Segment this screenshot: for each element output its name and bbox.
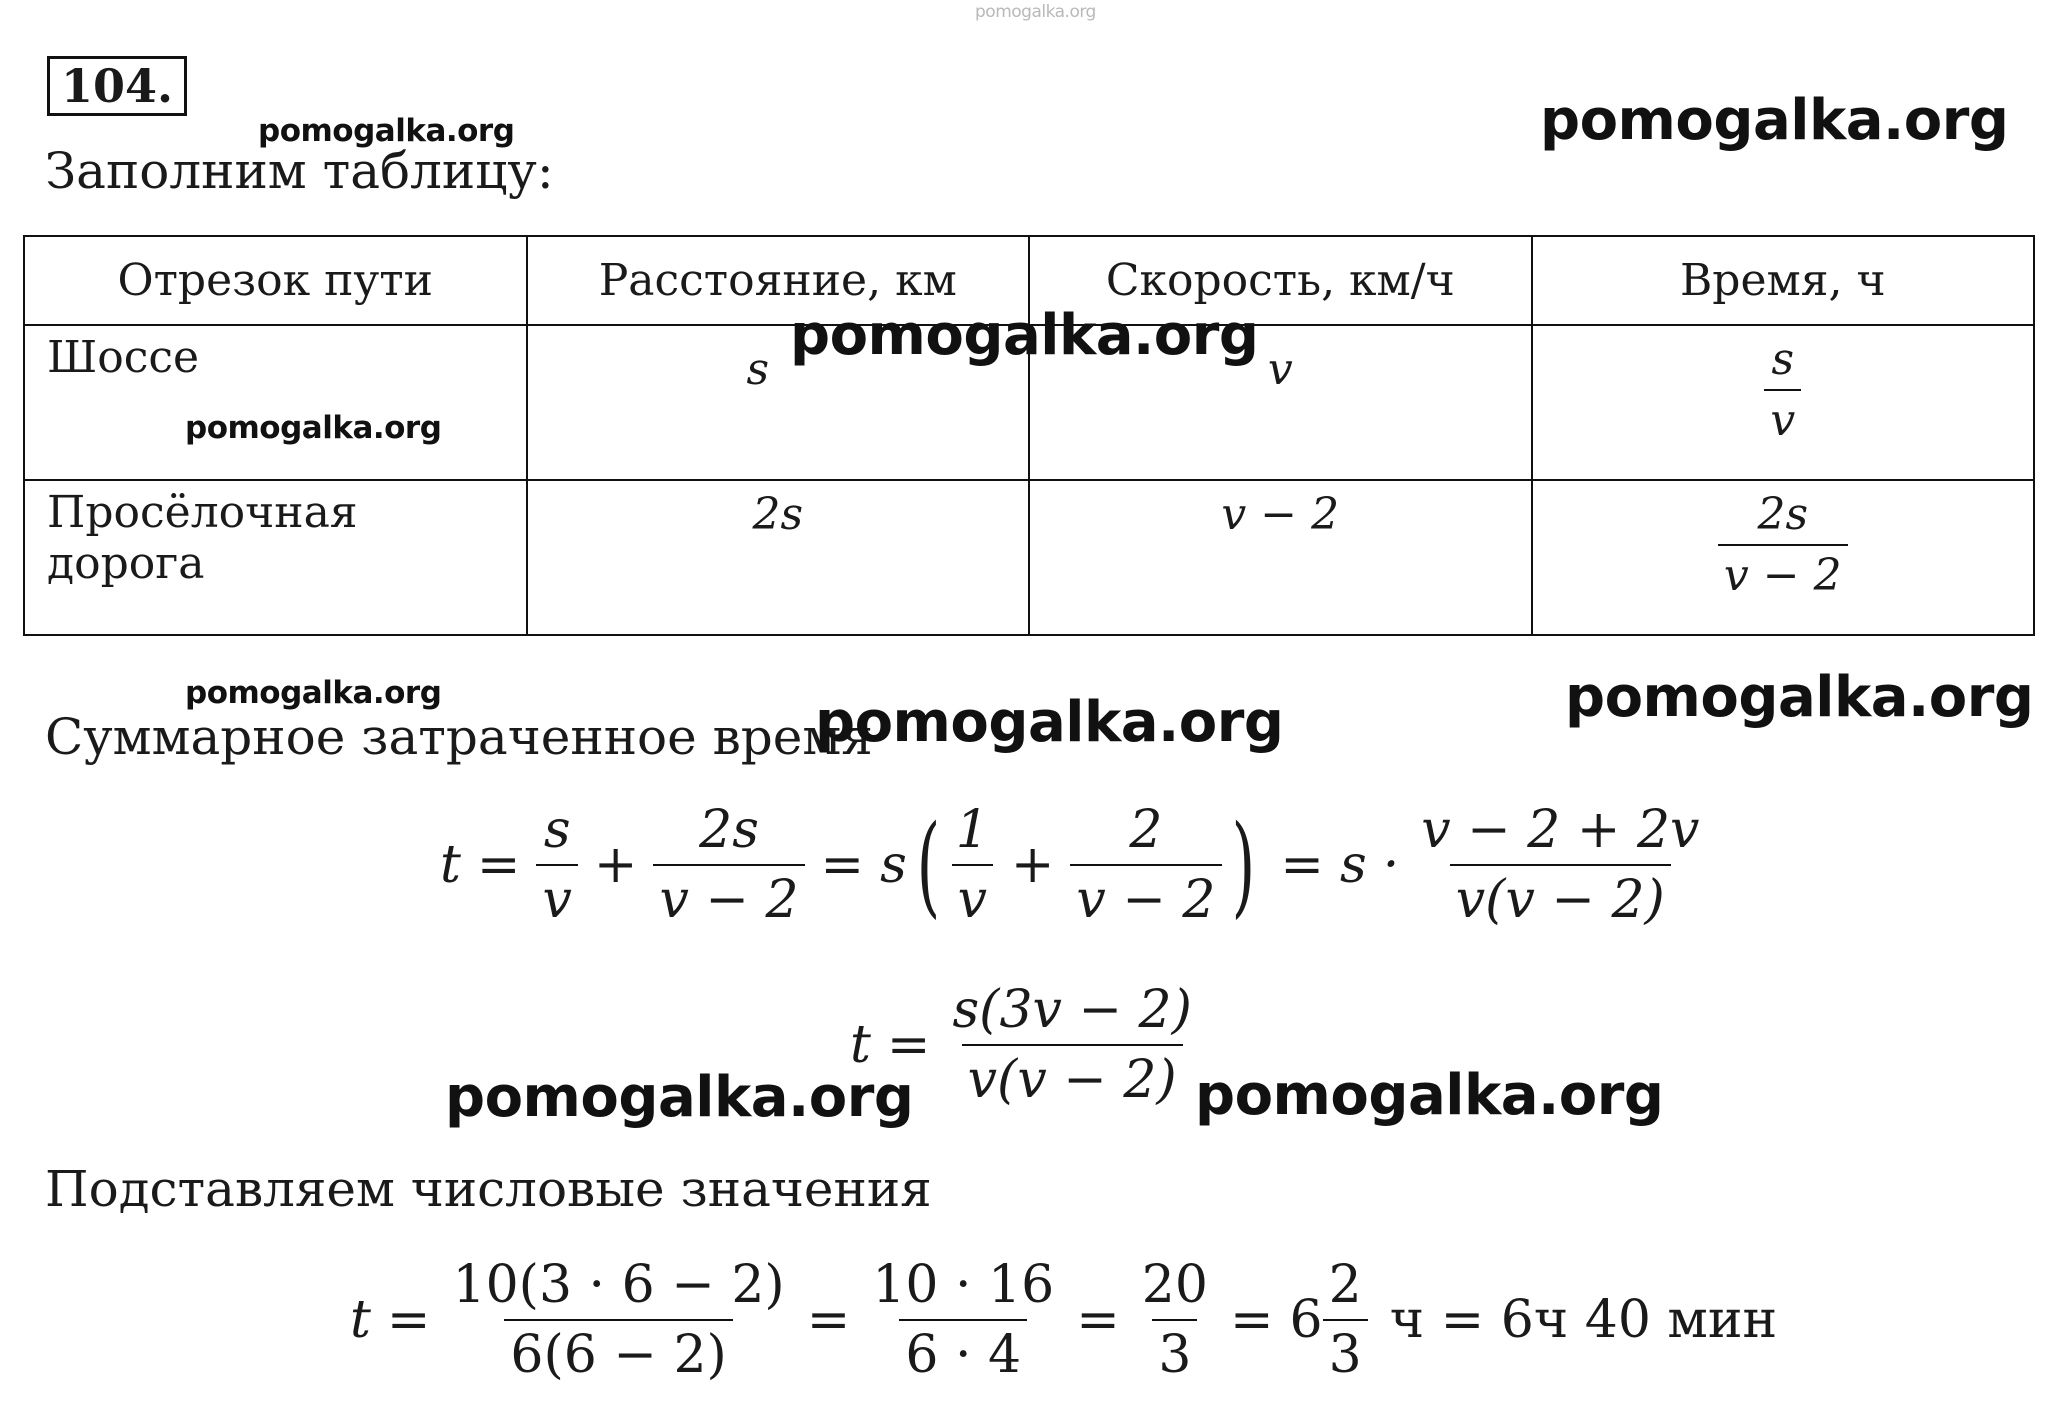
fraction: [446, 1255, 790, 1385]
fraction-denominator: 6 · 4: [899, 1319, 1027, 1385]
fraction-numerator: s: [543, 800, 571, 860]
fraction: [1136, 1255, 1214, 1385]
equals-sign: =: [1280, 835, 1324, 895]
cell-speed: v − 2: [1029, 480, 1532, 635]
watermark: pomogalka.org: [975, 2, 1096, 22]
fraction-denominator: v: [536, 864, 577, 930]
cell-distance: 2s: [527, 480, 1030, 635]
fraction-numerator: 2s: [699, 800, 759, 860]
fraction-denominator: v − 2: [653, 864, 804, 930]
cell-speed: v: [1029, 325, 1532, 480]
header-time: Время, ч: [1532, 236, 2035, 325]
problem-number: 104.: [47, 56, 187, 116]
fraction: [946, 980, 1197, 1110]
watermark: pomogalka.org: [1195, 1063, 1664, 1128]
watermark: pomogalka.org: [445, 1065, 914, 1130]
fraction-denominator: v(v − 2): [962, 1044, 1183, 1110]
fraction-numerator: 2s: [1757, 489, 1809, 540]
distance-value: s: [746, 344, 770, 395]
plus-sign: +: [593, 835, 638, 895]
fraction-numerator: 1: [955, 800, 989, 860]
equals-sign: =: [386, 1290, 431, 1350]
substitute-label: Подставляем числовые значения: [45, 1160, 932, 1218]
formula-numeric: [350, 1255, 1777, 1385]
fraction-numerator: 2: [1328, 1255, 1362, 1315]
watermark: pomogalka.org: [185, 410, 442, 446]
watermark: pomogalka.org: [1540, 88, 2009, 153]
fraction-numerator: 10(3 · 6 − 2): [452, 1255, 785, 1315]
header-distance: Расстояние, км: [527, 236, 1030, 325]
var-t: t: [350, 1290, 371, 1350]
formula-total-time: t = $\frac{s}{v}$ + $\frac{2s}{v - 2}$ = s ( $\frac{1}{v}$ + $\frac{2}{v - 2}$ ) = s · $\frac{v - 2 + 2v}{v(v - 2)}$: [440, 800, 1705, 930]
fraction: [1070, 800, 1221, 930]
fraction: [1415, 800, 1705, 930]
fraction-numerator: 2: [1129, 800, 1163, 860]
fraction-denominator: 3: [1152, 1319, 1197, 1385]
fraction-denominator: v − 2: [1070, 864, 1221, 930]
equals-sign: =: [886, 1015, 931, 1075]
time-fraction: [1764, 334, 1801, 446]
fraction-denominator: v: [1764, 389, 1801, 446]
fraction: [536, 800, 577, 930]
time-fraction: [1718, 489, 1848, 601]
fraction: [653, 800, 804, 930]
header-segment: Отрезок пути: [24, 236, 527, 325]
fraction: [1323, 1255, 1368, 1385]
var-s: s: [1340, 835, 1367, 895]
fraction-numerator: s(3v − 2): [952, 980, 1192, 1040]
cell-time: [1532, 480, 2035, 635]
fraction-denominator: 6(6 − 2): [504, 1319, 732, 1385]
result-text: ч = 6ч 40 мин: [1389, 1290, 1778, 1350]
watermark: pomogalka.org: [1565, 665, 2034, 730]
cell-segment: Шоссе: [24, 325, 527, 480]
intro-text: Заполним таблицу:: [45, 142, 554, 200]
dot-sign: ·: [1382, 835, 1400, 895]
watermark: pomogalka.org: [185, 675, 442, 711]
var-t: t: [850, 1015, 871, 1075]
total-time-label: Суммарное затраченное время: [45, 708, 873, 766]
fraction-denominator: v(v − 2): [1450, 864, 1671, 930]
fraction: [950, 800, 995, 930]
cell-time: [1532, 325, 2035, 480]
fraction-numerator: v − 2 + 2v: [1421, 800, 1700, 860]
fraction-numerator: 10 · 16: [872, 1255, 1055, 1315]
equals-sign: =: [820, 835, 865, 895]
equals-sign: =: [1229, 1290, 1274, 1350]
fraction: [866, 1255, 1060, 1385]
cell-segment: Просёлочная дорога: [24, 480, 527, 635]
var-s: s: [880, 835, 907, 895]
fraction-denominator: v − 2: [1718, 544, 1848, 601]
watermark: pomogalka.org: [815, 690, 1284, 755]
fraction-denominator: 3: [1323, 1319, 1368, 1385]
equals-sign: =: [1076, 1290, 1120, 1350]
watermark: pomogalka.org: [790, 303, 1259, 368]
fraction-numerator: s: [1771, 334, 1795, 385]
whole-part: 6: [1289, 1290, 1323, 1350]
fraction-numerator: 20: [1141, 1255, 1208, 1315]
plus-sign: +: [1010, 835, 1055, 895]
table-row: [24, 480, 2034, 635]
fraction-denominator: v: [952, 864, 993, 930]
header-speed: Скорость, км/ч: [1029, 236, 1532, 325]
equals-sign: =: [806, 1290, 851, 1350]
var-t: t: [440, 835, 461, 895]
watermark: pomogalka.org: [258, 113, 515, 149]
equals-sign: =: [476, 835, 521, 895]
